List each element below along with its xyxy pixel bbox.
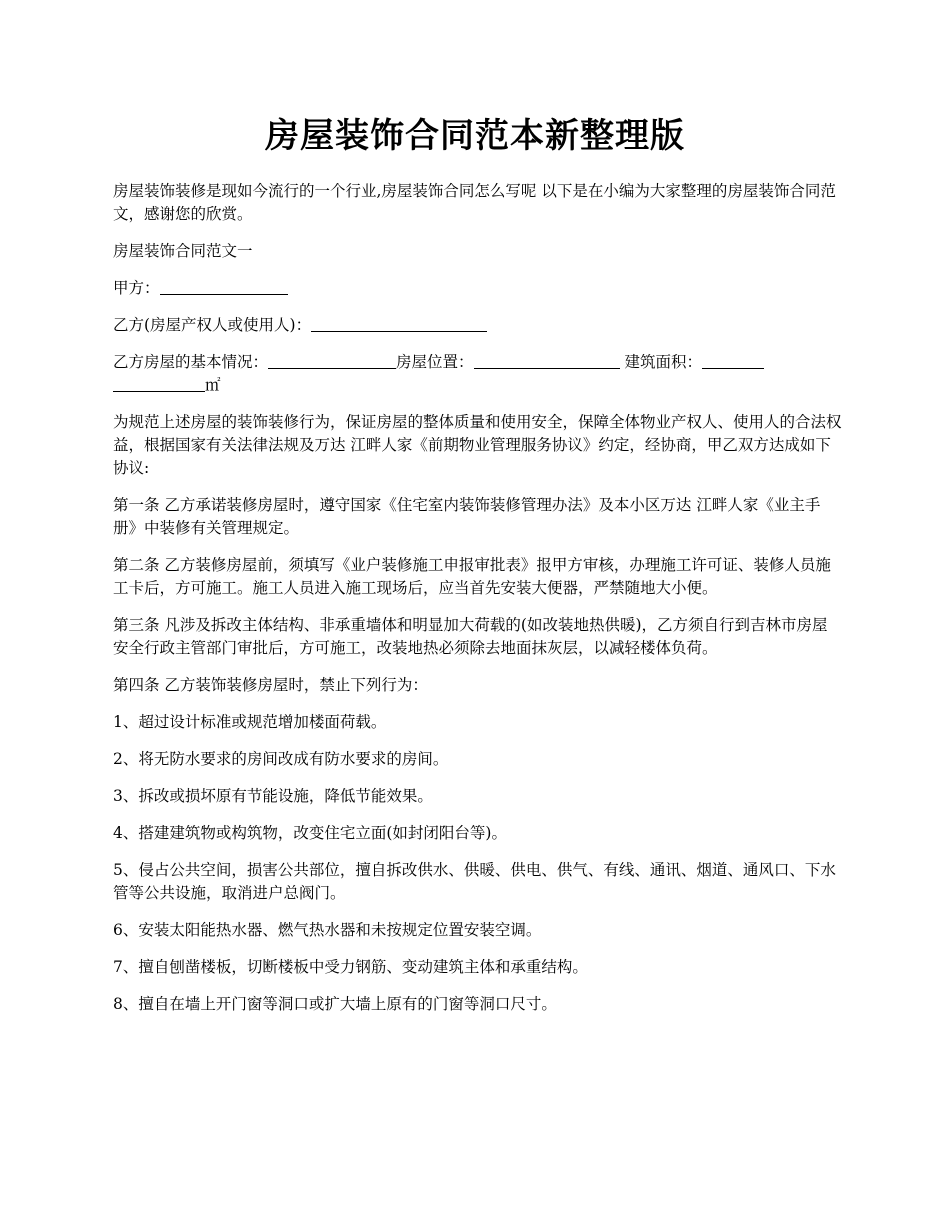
prohibition-item-4: 4、搭建建筑物或构筑物，改变住宅立面(如封闭阳台等)。 bbox=[113, 824, 507, 842]
house-area-unit: ㎡ bbox=[205, 376, 221, 394]
prohibition-item-7: 7、擅自刨凿楼板，切断楼板中受力钢筋、变动建筑主体和承重结构。 bbox=[113, 958, 588, 976]
house-area-blank-1 bbox=[702, 352, 764, 369]
prohibition-item-1: 1、超过设计标准或规范增加楼面荷载。 bbox=[113, 713, 387, 731]
house-info-line bbox=[113, 351, 843, 397]
prohibition-item-2: 2、将无防水要求的房间改成有防水要求的房间。 bbox=[113, 750, 449, 768]
document-body bbox=[113, 180, 843, 1030]
prohibition-item-8: 8、擅自在墙上开门窗等洞口或扩大墙上原有的门窗等洞口尺寸。 bbox=[113, 995, 557, 1013]
preamble-paragraph: 为规范上述房屋的装饰装修行为，保证房屋的整体质量和使用安全，保障全体物业产权人、使用人的合法权益，根据国家有关法律法规及万达 江畔人家《前期物业管理服务协议》约定，经协商，甲乙双方达成如下协议: bbox=[113, 413, 842, 477]
house-info-label: 乙方房屋的基本情况： bbox=[113, 353, 269, 371]
house-location-blank bbox=[474, 352, 620, 369]
prohibition-item-3: 3、拆改或损坏原有节能设施，降低节能效果。 bbox=[113, 787, 433, 805]
article-4: 第四条 乙方装饰装修房屋时，禁止下列行为： bbox=[113, 676, 428, 694]
house-area-blank-2 bbox=[113, 375, 205, 392]
house-location-label: 房屋位置： bbox=[396, 353, 474, 371]
section-heading: 房屋装饰合同范文一 bbox=[113, 242, 253, 260]
prohibition-item-5: 5、侵占公共空间，损害公共部位，擅自拆改供水、供暖、供电、供气、有线、通讯、烟道、通风口、下水管等公共设施，取消进户总阀门。 bbox=[113, 861, 836, 902]
party-b-line bbox=[113, 314, 843, 337]
house-info-blank bbox=[268, 352, 396, 369]
article-1: 第一条 乙方承诺装修房屋时，遵守国家《住宅室内装饰装修管理办法》及本小区万达 江畔人家《业主手册》中装修有关管理规定。 bbox=[113, 496, 821, 537]
article-3: 第三条 凡涉及拆改主体结构、非承重墙体和明显加大荷载的(如改装地热供暖)，乙方须自行到吉林市房屋安全行政主管部门审批后，方可施工，改装地热必须除去地面抹灰层，以减轻楼体负荷。 bbox=[113, 616, 828, 657]
party-a-label: 甲方： bbox=[113, 279, 160, 297]
house-area-label: 建筑面积： bbox=[619, 353, 702, 371]
document-title: 房屋装饰合同范本新整理版 bbox=[265, 116, 685, 156]
article-2: 第二条 乙方装修房屋前，须填写《业户装修施工申报审批表》报甲方审核，办理施工许可证、装修人员施工卡后，方可施工。施工人员进入施工现场后，应当首先安装大便器，严禁随地大小便。 bbox=[113, 556, 831, 597]
party-a-blank bbox=[160, 278, 288, 295]
party-b-blank bbox=[311, 315, 487, 332]
prohibition-item-6: 6、安装太阳能热水器、燃气热水器和未按规定位置安装空调。 bbox=[113, 921, 542, 939]
party-a-line bbox=[113, 277, 843, 300]
intro-paragraph: 房屋装饰装修是现如今流行的一个行业,房屋装饰合同怎么写呢 以下是在小编为大家整理的房屋装饰合同范文，感谢您的欣赏。 bbox=[113, 182, 836, 223]
party-b-label: 乙方(房屋产权人或使用人)： bbox=[113, 316, 312, 334]
